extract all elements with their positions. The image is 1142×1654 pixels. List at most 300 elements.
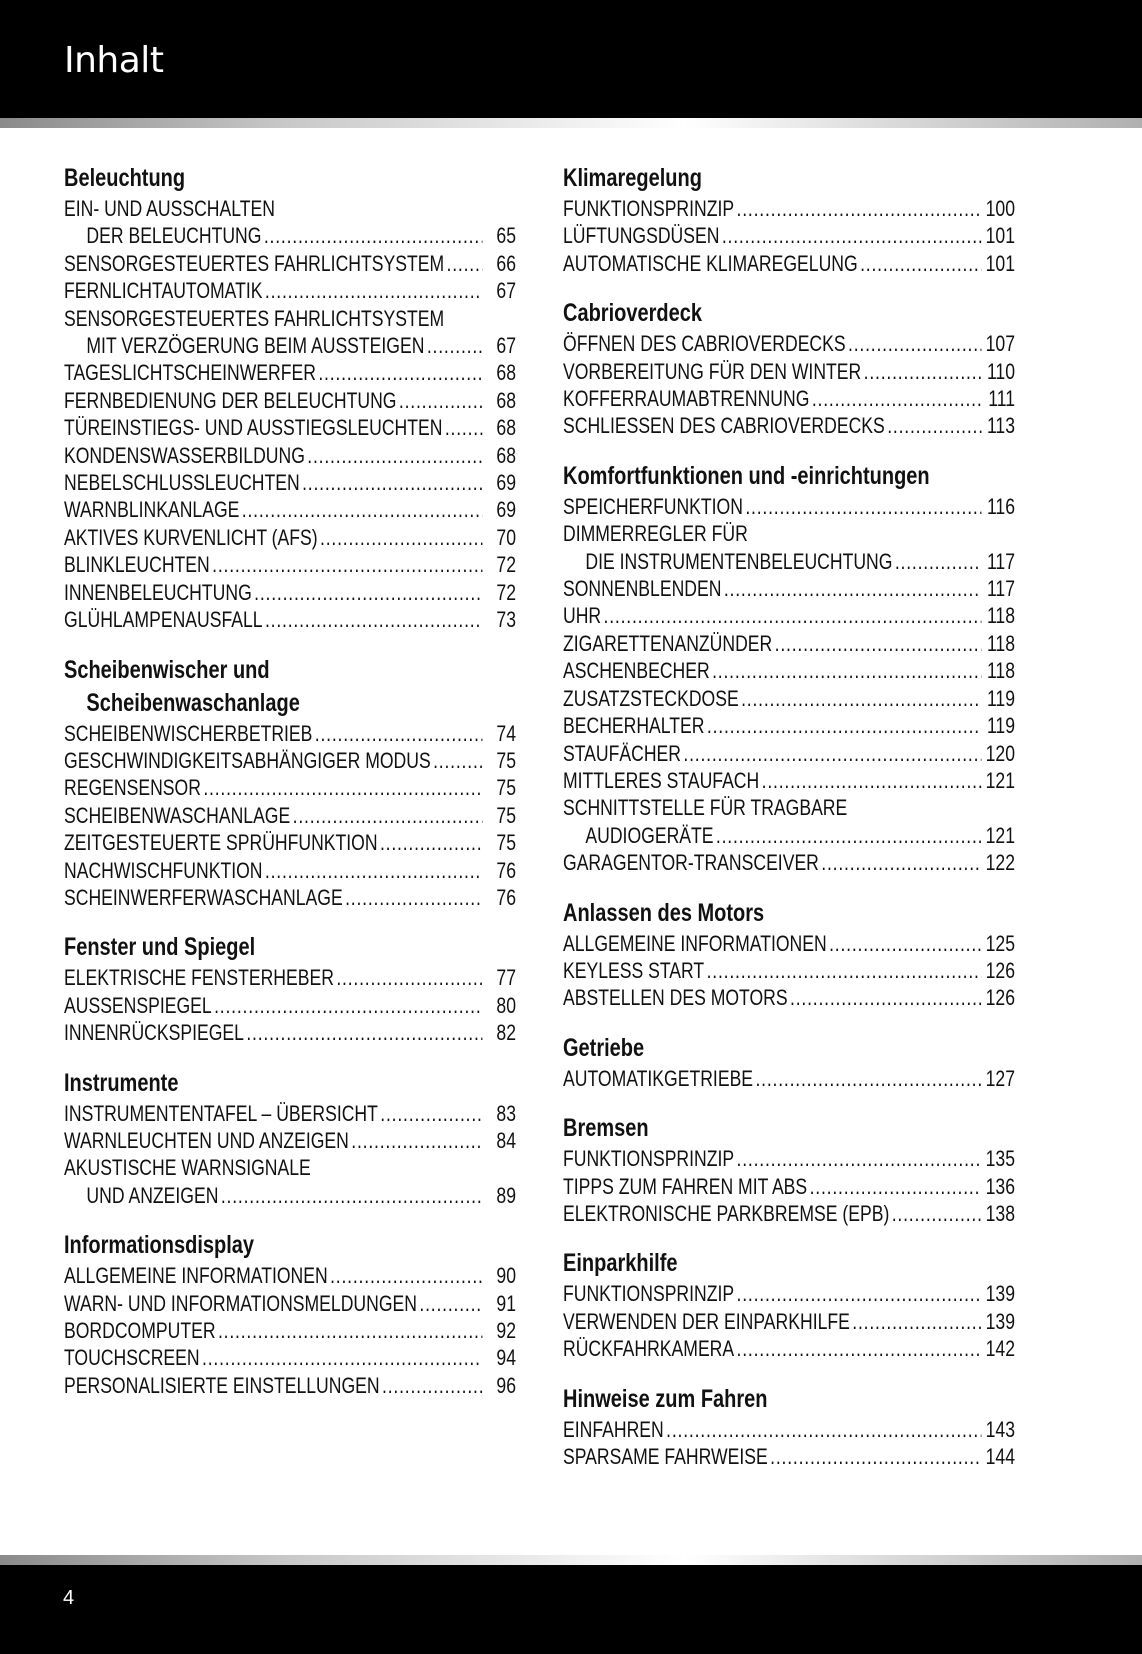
entry-title: SONNENBLENDEN bbox=[563, 576, 722, 602]
entry-page-number: 125 bbox=[985, 930, 1015, 956]
toc-entry[interactable] bbox=[563, 330, 1015, 357]
section-heading-line: Fenster und Spiegel bbox=[64, 933, 256, 962]
toc-section bbox=[563, 1247, 1015, 1362]
entry-title: KONDENSWASSERBILDUNG bbox=[64, 442, 305, 468]
entry-page-number: 69 bbox=[496, 470, 516, 496]
entry-title: INSTRUMENTENTAFEL – ÜBERSICHT bbox=[64, 1100, 378, 1126]
entry-title: PERSONALISIERTE EINSTELLUNGEN bbox=[64, 1372, 380, 1398]
entry-title: FUNKTIONSPRINZIP bbox=[563, 1146, 735, 1172]
entry-title: AUDIOGERÄTE bbox=[585, 822, 714, 848]
dot-leader bbox=[318, 359, 482, 386]
entry-page-number: 74 bbox=[496, 720, 516, 746]
entry-page-number: 122 bbox=[985, 850, 1015, 876]
dot-leader bbox=[895, 548, 982, 575]
toc-entry[interactable] bbox=[64, 1100, 516, 1127]
entry-title: SENSORGESTEUERTES FAHRLICHTSYSTEM bbox=[64, 250, 445, 276]
entry-page-number: 118 bbox=[986, 658, 1015, 684]
toc-entry[interactable] bbox=[64, 802, 516, 829]
toc-entry[interactable] bbox=[563, 740, 1015, 767]
entry-title: ELEKTRONISCHE PARKBREMSE (EPB) bbox=[563, 1200, 890, 1226]
dot-leader bbox=[821, 849, 981, 876]
toc-entry[interactable] bbox=[563, 849, 1015, 876]
entry-page-number: 83 bbox=[496, 1100, 516, 1126]
section-heading bbox=[64, 931, 516, 964]
page-header bbox=[0, 0, 1142, 118]
dot-leader bbox=[737, 1145, 982, 1172]
entry-page-number: 127 bbox=[985, 1065, 1015, 1091]
toc-entry[interactable] bbox=[64, 829, 516, 856]
entry-page-number: 76 bbox=[496, 884, 516, 910]
toc-entry[interactable] bbox=[64, 387, 516, 414]
toc-entry[interactable] bbox=[563, 250, 1015, 277]
dot-leader bbox=[218, 1317, 482, 1344]
dot-leader bbox=[860, 250, 981, 277]
entry-title: BLINKLEUCHTEN bbox=[64, 552, 210, 578]
section-heading bbox=[563, 1032, 1015, 1065]
dot-leader bbox=[265, 606, 482, 633]
entry-title: AUTOMATIKGETRIEBE bbox=[563, 1065, 754, 1091]
toc-entry[interactable] bbox=[563, 685, 1015, 712]
dot-leader bbox=[745, 493, 981, 520]
entry-title: GLÜHLAMPENAUSFALL bbox=[64, 607, 263, 633]
entry-page-number: 100 bbox=[985, 196, 1015, 221]
toc-entry[interactable] bbox=[563, 630, 1015, 657]
toc-entry[interactable] bbox=[563, 195, 1015, 222]
toc-entry[interactable] bbox=[64, 1019, 516, 1046]
dot-leader bbox=[666, 1416, 981, 1443]
dot-leader bbox=[336, 964, 482, 991]
section-heading-line: Instrumente bbox=[64, 1068, 179, 1097]
dot-leader bbox=[419, 1290, 482, 1317]
entry-title: NEBELSCHLUSSLEUCHTEN bbox=[64, 470, 300, 496]
toc-entry[interactable] bbox=[563, 657, 1015, 684]
dot-leader bbox=[265, 277, 482, 304]
entry-page-number: 75 bbox=[496, 775, 516, 801]
toc-entry[interactable] bbox=[563, 1200, 1015, 1227]
toc-entry[interactable] bbox=[64, 524, 516, 551]
toc-section bbox=[563, 897, 1015, 1012]
entry-page-number: 120 bbox=[985, 740, 1015, 766]
section-heading-line: Klimaregelung bbox=[563, 164, 702, 192]
toc-entry[interactable] bbox=[64, 1290, 516, 1317]
toc-entry[interactable] bbox=[64, 332, 516, 359]
entry-title: AKUSTISCHE WARNSIGNALE bbox=[64, 1155, 311, 1181]
entry-page-number: 119 bbox=[986, 713, 1015, 739]
dot-leader bbox=[380, 829, 482, 856]
toc-section bbox=[64, 654, 516, 912]
entry-title: AUSSENSPIEGEL bbox=[64, 992, 212, 1018]
toc-entry[interactable] bbox=[64, 222, 516, 249]
section-heading bbox=[563, 460, 1015, 493]
toc-section bbox=[563, 162, 1015, 277]
toc-entry[interactable] bbox=[64, 964, 516, 991]
entry-page-number: 84 bbox=[496, 1127, 516, 1153]
toc-entry[interactable] bbox=[563, 984, 1015, 1011]
dot-leader bbox=[433, 747, 482, 774]
entry-title: UND ANZEIGEN bbox=[86, 1182, 219, 1208]
dot-leader bbox=[707, 712, 982, 739]
dot-leader bbox=[315, 720, 483, 747]
dot-leader bbox=[330, 1262, 482, 1289]
dot-leader bbox=[380, 1100, 482, 1127]
entry-page-number: 107 bbox=[985, 331, 1015, 357]
entry-page-number: 70 bbox=[496, 524, 516, 550]
toc-entry[interactable] bbox=[64, 277, 516, 304]
dot-leader bbox=[722, 222, 982, 249]
dot-leader bbox=[351, 1127, 482, 1154]
dot-leader bbox=[829, 930, 981, 957]
entry-title: RÜCKFAHRKAMERA bbox=[563, 1336, 735, 1362]
entry-title: KOFFERRAUMABTRENNUNG bbox=[563, 386, 810, 412]
toc-section bbox=[563, 1112, 1015, 1227]
dot-leader bbox=[852, 1308, 981, 1335]
entry-page-number: 144 bbox=[985, 1444, 1015, 1469]
entry-title: ABSTELLEN DES MOTORS bbox=[563, 985, 788, 1011]
dot-leader bbox=[762, 767, 982, 794]
toc-entry bbox=[563, 794, 1015, 821]
dot-leader bbox=[203, 774, 482, 801]
dot-leader bbox=[724, 575, 982, 602]
dot-leader bbox=[254, 579, 482, 606]
dot-leader bbox=[302, 469, 482, 496]
toc-entry[interactable] bbox=[563, 493, 1015, 520]
entry-title: DIMMERREGLER FÜR bbox=[563, 521, 748, 547]
section-heading-line: Bremsen bbox=[563, 1114, 649, 1143]
toc-entry[interactable] bbox=[563, 548, 1015, 575]
toc-column-left bbox=[64, 142, 516, 1399]
dot-leader bbox=[812, 385, 982, 412]
entry-page-number: 116 bbox=[986, 493, 1015, 519]
entry-page-number: 101 bbox=[985, 250, 1015, 276]
entry-page-number: 135 bbox=[985, 1146, 1015, 1172]
toc-entry[interactable] bbox=[563, 1280, 1015, 1307]
dot-leader bbox=[716, 822, 981, 849]
dot-leader bbox=[887, 412, 981, 439]
page-number: 4 bbox=[63, 1587, 75, 1609]
dot-leader bbox=[737, 1335, 982, 1362]
dot-leader bbox=[212, 551, 482, 578]
toc-entry[interactable] bbox=[64, 359, 516, 386]
dot-leader bbox=[770, 1443, 981, 1470]
entry-title: VERWENDEN DER EINPARKHILFE bbox=[563, 1308, 850, 1334]
section-heading-line: Informationsdisplay bbox=[64, 1231, 255, 1260]
entry-page-number: 119 bbox=[986, 685, 1015, 711]
section-heading bbox=[64, 162, 516, 195]
toc-entry bbox=[64, 195, 516, 222]
entry-page-number: 89 bbox=[496, 1182, 516, 1208]
dot-leader bbox=[755, 1065, 981, 1092]
entry-title: MIT VERZÖGERUNG BEIM AUSSTEIGEN bbox=[86, 333, 425, 359]
entry-title: BORDCOMPUTER bbox=[64, 1318, 216, 1343]
toc-entry[interactable] bbox=[563, 575, 1015, 602]
dot-leader bbox=[447, 250, 483, 277]
section-heading bbox=[563, 1247, 1015, 1280]
toc-entry[interactable] bbox=[64, 1127, 516, 1154]
section-heading-line: Beleuchtung bbox=[64, 164, 186, 192]
entry-page-number: 75 bbox=[496, 802, 516, 828]
entry-title: REGENSENSOR bbox=[64, 775, 201, 801]
entry-title: VORBEREITUNG FÜR DEN WINTER bbox=[563, 358, 862, 384]
entry-title: NACHWISCHFUNKTION bbox=[64, 857, 263, 883]
dot-leader bbox=[399, 387, 483, 414]
toc-entry[interactable] bbox=[64, 774, 516, 801]
page-footer bbox=[0, 1565, 1142, 1654]
entry-page-number: 68 bbox=[496, 442, 516, 468]
toc-entry[interactable] bbox=[563, 1416, 1015, 1443]
toc-entry[interactable] bbox=[563, 1173, 1015, 1200]
entry-title: TOUCHSCREEN bbox=[64, 1345, 200, 1371]
dot-leader bbox=[221, 1182, 483, 1209]
entry-title: TÜREINSTIEGS- UND AUSSTIEGSLEUCHTEN bbox=[64, 415, 443, 441]
dot-leader bbox=[892, 1200, 982, 1227]
section-heading-line: Anlassen des Motors bbox=[563, 898, 765, 927]
section-heading-line: Scheibenwischer und bbox=[64, 655, 270, 684]
entry-title: GESCHWINDIGKEITSABHÄNGIGER MODUS bbox=[64, 747, 431, 773]
toc-entry[interactable] bbox=[563, 1308, 1015, 1335]
entry-page-number: 117 bbox=[986, 576, 1015, 602]
entry-page-number: 68 bbox=[496, 415, 516, 441]
entry-title: MITTLERES STAUFACH bbox=[563, 767, 760, 793]
toc-entry[interactable] bbox=[64, 442, 516, 469]
dot-leader bbox=[737, 1280, 982, 1307]
entry-page-number: 72 bbox=[496, 552, 516, 578]
entry-title: WARNLEUCHTEN UND ANZEIGEN bbox=[64, 1127, 349, 1153]
section-heading bbox=[563, 1112, 1015, 1145]
section-heading bbox=[563, 897, 1015, 930]
dot-leader bbox=[202, 1344, 482, 1371]
entry-title: FERNBEDIENUNG DER BELEUCHTUNG bbox=[64, 387, 397, 413]
dot-leader bbox=[775, 630, 982, 657]
section-heading bbox=[64, 654, 516, 720]
entry-page-number: 77 bbox=[496, 965, 516, 991]
entry-title: SPARSAME FAHRWEISE bbox=[563, 1444, 768, 1469]
entry-page-number: 90 bbox=[496, 1263, 516, 1289]
toc-section bbox=[563, 460, 1015, 877]
toc-entry[interactable] bbox=[64, 1344, 516, 1371]
toc-entry[interactable] bbox=[64, 414, 516, 441]
toc-entry[interactable] bbox=[64, 720, 516, 747]
entry-page-number: 117 bbox=[986, 548, 1015, 574]
entry-page-number: 136 bbox=[985, 1173, 1015, 1199]
entry-title: EIN- UND AUSSCHALTEN bbox=[64, 196, 275, 221]
entry-title: FUNKTIONSPRINZIP bbox=[563, 1281, 735, 1307]
entry-title: INNENBELEUCHTUNG bbox=[64, 579, 252, 605]
entry-title: BECHERHALTER bbox=[563, 713, 705, 739]
entry-page-number: 142 bbox=[985, 1336, 1015, 1362]
toc-entry[interactable] bbox=[64, 857, 516, 884]
entry-page-number: 118 bbox=[986, 603, 1015, 629]
entry-title: SENSORGESTEUERTES FAHRLICHTSYSTEM bbox=[64, 305, 445, 331]
entry-title: WARN- UND INFORMATIONSMELDUNGEN bbox=[64, 1290, 417, 1316]
dot-leader bbox=[712, 657, 981, 684]
entry-page-number: 68 bbox=[496, 387, 516, 413]
dot-leader bbox=[382, 1372, 482, 1399]
entry-page-number: 139 bbox=[985, 1308, 1015, 1334]
dot-leader bbox=[214, 992, 482, 1019]
toc-section bbox=[563, 1032, 1015, 1092]
dot-leader bbox=[427, 332, 483, 359]
entry-title: SCHNITTSTELLE FÜR TRAGBARE bbox=[563, 795, 848, 821]
toc-entry[interactable] bbox=[563, 930, 1015, 957]
dot-leader bbox=[810, 1173, 982, 1200]
footer-divider bbox=[0, 1555, 1142, 1565]
toc-entry bbox=[64, 1154, 516, 1181]
section-heading-line: Komfortfunktionen und -einrichtungen bbox=[563, 461, 930, 490]
section-heading-line: Scheibenwaschanlage bbox=[86, 688, 300, 717]
entry-page-number: 143 bbox=[985, 1416, 1015, 1442]
entry-title: TIPPS ZUM FAHREN MIT ABS bbox=[563, 1173, 808, 1199]
entry-title: SCHEIBENWISCHERBETRIEB bbox=[64, 720, 313, 746]
dot-leader bbox=[307, 442, 482, 469]
entry-title: UHR bbox=[563, 603, 602, 629]
entry-title: FUNKTIONSPRINZIP bbox=[563, 196, 735, 221]
entry-title: ALLGEMEINE INFORMATIONEN bbox=[64, 1263, 328, 1289]
entry-page-number: 73 bbox=[496, 607, 516, 633]
toc-entry[interactable] bbox=[64, 992, 516, 1019]
entry-page-number: 76 bbox=[496, 857, 516, 883]
toc-entry[interactable] bbox=[64, 884, 516, 911]
section-heading-line: Einparkhilfe bbox=[563, 1249, 678, 1278]
dot-leader bbox=[707, 957, 982, 984]
toc-section bbox=[64, 1067, 516, 1210]
dot-leader bbox=[604, 602, 982, 629]
entry-page-number: 118 bbox=[986, 630, 1015, 656]
toc-entry[interactable] bbox=[563, 822, 1015, 849]
entry-title: ZEITGESTEUERTE SPRÜHFUNKTION bbox=[64, 830, 378, 856]
toc-entry[interactable] bbox=[64, 747, 516, 774]
dot-leader bbox=[741, 685, 981, 712]
toc-entry[interactable] bbox=[563, 222, 1015, 249]
entry-title: GARAGENTOR-TRANSCEIVER bbox=[563, 850, 819, 876]
toc-entry bbox=[64, 305, 516, 332]
toc-section bbox=[64, 162, 516, 634]
entry-page-number: 138 bbox=[985, 1200, 1015, 1226]
entry-page-number: 94 bbox=[496, 1345, 516, 1371]
toc-entry[interactable] bbox=[64, 551, 516, 578]
entry-page-number: 80 bbox=[496, 992, 516, 1018]
entry-title: AKTIVES KURVENLICHT (AFS) bbox=[64, 524, 318, 550]
toc-entry[interactable] bbox=[563, 1335, 1015, 1362]
entry-title: ELEKTRISCHE FENSTERHEBER bbox=[64, 965, 334, 991]
section-heading bbox=[64, 1229, 516, 1262]
toc-section bbox=[563, 297, 1015, 440]
section-heading bbox=[563, 297, 1015, 330]
entry-title: ZUSATZSTECKDOSE bbox=[563, 685, 739, 711]
toc-entry[interactable] bbox=[64, 579, 516, 606]
page-title: Inhalt bbox=[64, 40, 164, 81]
entry-page-number: 92 bbox=[496, 1318, 516, 1343]
toc-entry[interactable] bbox=[563, 712, 1015, 739]
dot-leader bbox=[345, 884, 482, 911]
header-divider bbox=[0, 118, 1142, 128]
entry-title: SCHLIESSEN DES CABRIOVERDECKS bbox=[563, 413, 885, 439]
entry-page-number: 66 bbox=[496, 250, 516, 276]
toc-section bbox=[64, 931, 516, 1046]
entry-page-number: 139 bbox=[985, 1281, 1015, 1307]
dot-leader bbox=[264, 222, 483, 249]
toc-entry[interactable] bbox=[563, 1065, 1015, 1092]
entry-page-number: 121 bbox=[985, 822, 1015, 848]
dot-leader bbox=[445, 414, 483, 441]
section-heading-line: Hinweise zum Fahren bbox=[563, 1384, 768, 1413]
toc-entry[interactable] bbox=[563, 957, 1015, 984]
toc-entry[interactable] bbox=[563, 767, 1015, 794]
toc-entry[interactable] bbox=[563, 1145, 1015, 1172]
entry-title: SPEICHERFUNKTION bbox=[563, 493, 743, 519]
toc-entry[interactable] bbox=[64, 1182, 516, 1209]
dot-leader bbox=[320, 524, 482, 551]
entry-title: STAUFÄCHER bbox=[563, 740, 681, 766]
entry-title: ÖFFNEN DES CABRIOVERDECKS bbox=[563, 331, 846, 357]
entry-title: EINFAHREN bbox=[563, 1416, 664, 1442]
toc-entry bbox=[563, 520, 1015, 547]
entry-title: SCHEINWERFERWASCHANLAGE bbox=[64, 884, 343, 910]
dot-leader bbox=[242, 496, 483, 523]
toc-entry[interactable] bbox=[563, 1443, 1015, 1470]
entry-title: LÜFTUNGSDÜSEN bbox=[563, 223, 720, 249]
entry-page-number: 82 bbox=[496, 1020, 516, 1046]
toc-entry[interactable] bbox=[563, 412, 1015, 439]
entry-title: AUTOMATISCHE KLIMAREGELUNG bbox=[563, 250, 858, 276]
toc-column-right bbox=[563, 142, 1015, 1470]
entry-title: FERNLICHTAUTOMATIK bbox=[64, 278, 263, 304]
entry-page-number: 111 bbox=[988, 386, 1015, 412]
entry-page-number: 126 bbox=[985, 985, 1015, 1011]
entry-page-number: 75 bbox=[496, 747, 516, 773]
section-heading-line: Cabrioverdeck bbox=[563, 299, 702, 328]
toc-entry[interactable] bbox=[64, 606, 516, 633]
section-heading bbox=[64, 1067, 516, 1100]
toc-entry[interactable] bbox=[563, 602, 1015, 629]
toc-entry[interactable] bbox=[563, 358, 1015, 385]
toc-entry[interactable] bbox=[64, 469, 516, 496]
entry-title: TAGESLICHTSCHEINWERFER bbox=[64, 360, 316, 386]
toc-entry[interactable] bbox=[64, 496, 516, 523]
entry-title: DER BELEUCHTUNG bbox=[86, 223, 262, 249]
entry-title: DIE INSTRUMENTENBELEUCHTUNG bbox=[585, 548, 893, 574]
toc-entry[interactable] bbox=[64, 1372, 516, 1399]
entry-title: KEYLESS START bbox=[563, 957, 705, 983]
entry-title: WARNBLINKANLAGE bbox=[64, 497, 240, 523]
dot-leader bbox=[864, 358, 982, 385]
entry-page-number: 91 bbox=[496, 1290, 516, 1316]
dot-leader bbox=[683, 740, 981, 767]
entry-page-number: 121 bbox=[985, 767, 1015, 793]
toc-entry[interactable] bbox=[64, 250, 516, 277]
entry-title: SCHEIBENWASCHANLAGE bbox=[64, 802, 291, 828]
entry-title: ZIGARETTENANZÜNDER bbox=[563, 630, 773, 656]
entry-title: ALLGEMEINE INFORMATIONEN bbox=[563, 930, 827, 956]
section-heading bbox=[563, 162, 1015, 195]
entry-page-number: 126 bbox=[985, 957, 1015, 983]
section-heading-line: Getriebe bbox=[563, 1033, 645, 1062]
toc-entry[interactable] bbox=[64, 1317, 516, 1344]
entry-page-number: 113 bbox=[986, 413, 1015, 439]
entry-page-number: 67 bbox=[496, 333, 516, 359]
dot-leader bbox=[848, 330, 981, 357]
toc-entry[interactable] bbox=[563, 385, 1015, 412]
entry-page-number: 96 bbox=[496, 1372, 516, 1398]
entry-page-number: 68 bbox=[496, 360, 516, 386]
entry-page-number: 75 bbox=[496, 830, 516, 856]
toc-entry[interactable] bbox=[64, 1262, 516, 1289]
dot-leader bbox=[737, 195, 982, 222]
dot-leader bbox=[265, 857, 483, 884]
section-heading bbox=[563, 1383, 1015, 1416]
dot-leader bbox=[293, 802, 483, 829]
entry-title: INNENRÜCKSPIEGEL bbox=[64, 1020, 244, 1046]
entry-page-number: 110 bbox=[986, 358, 1015, 384]
